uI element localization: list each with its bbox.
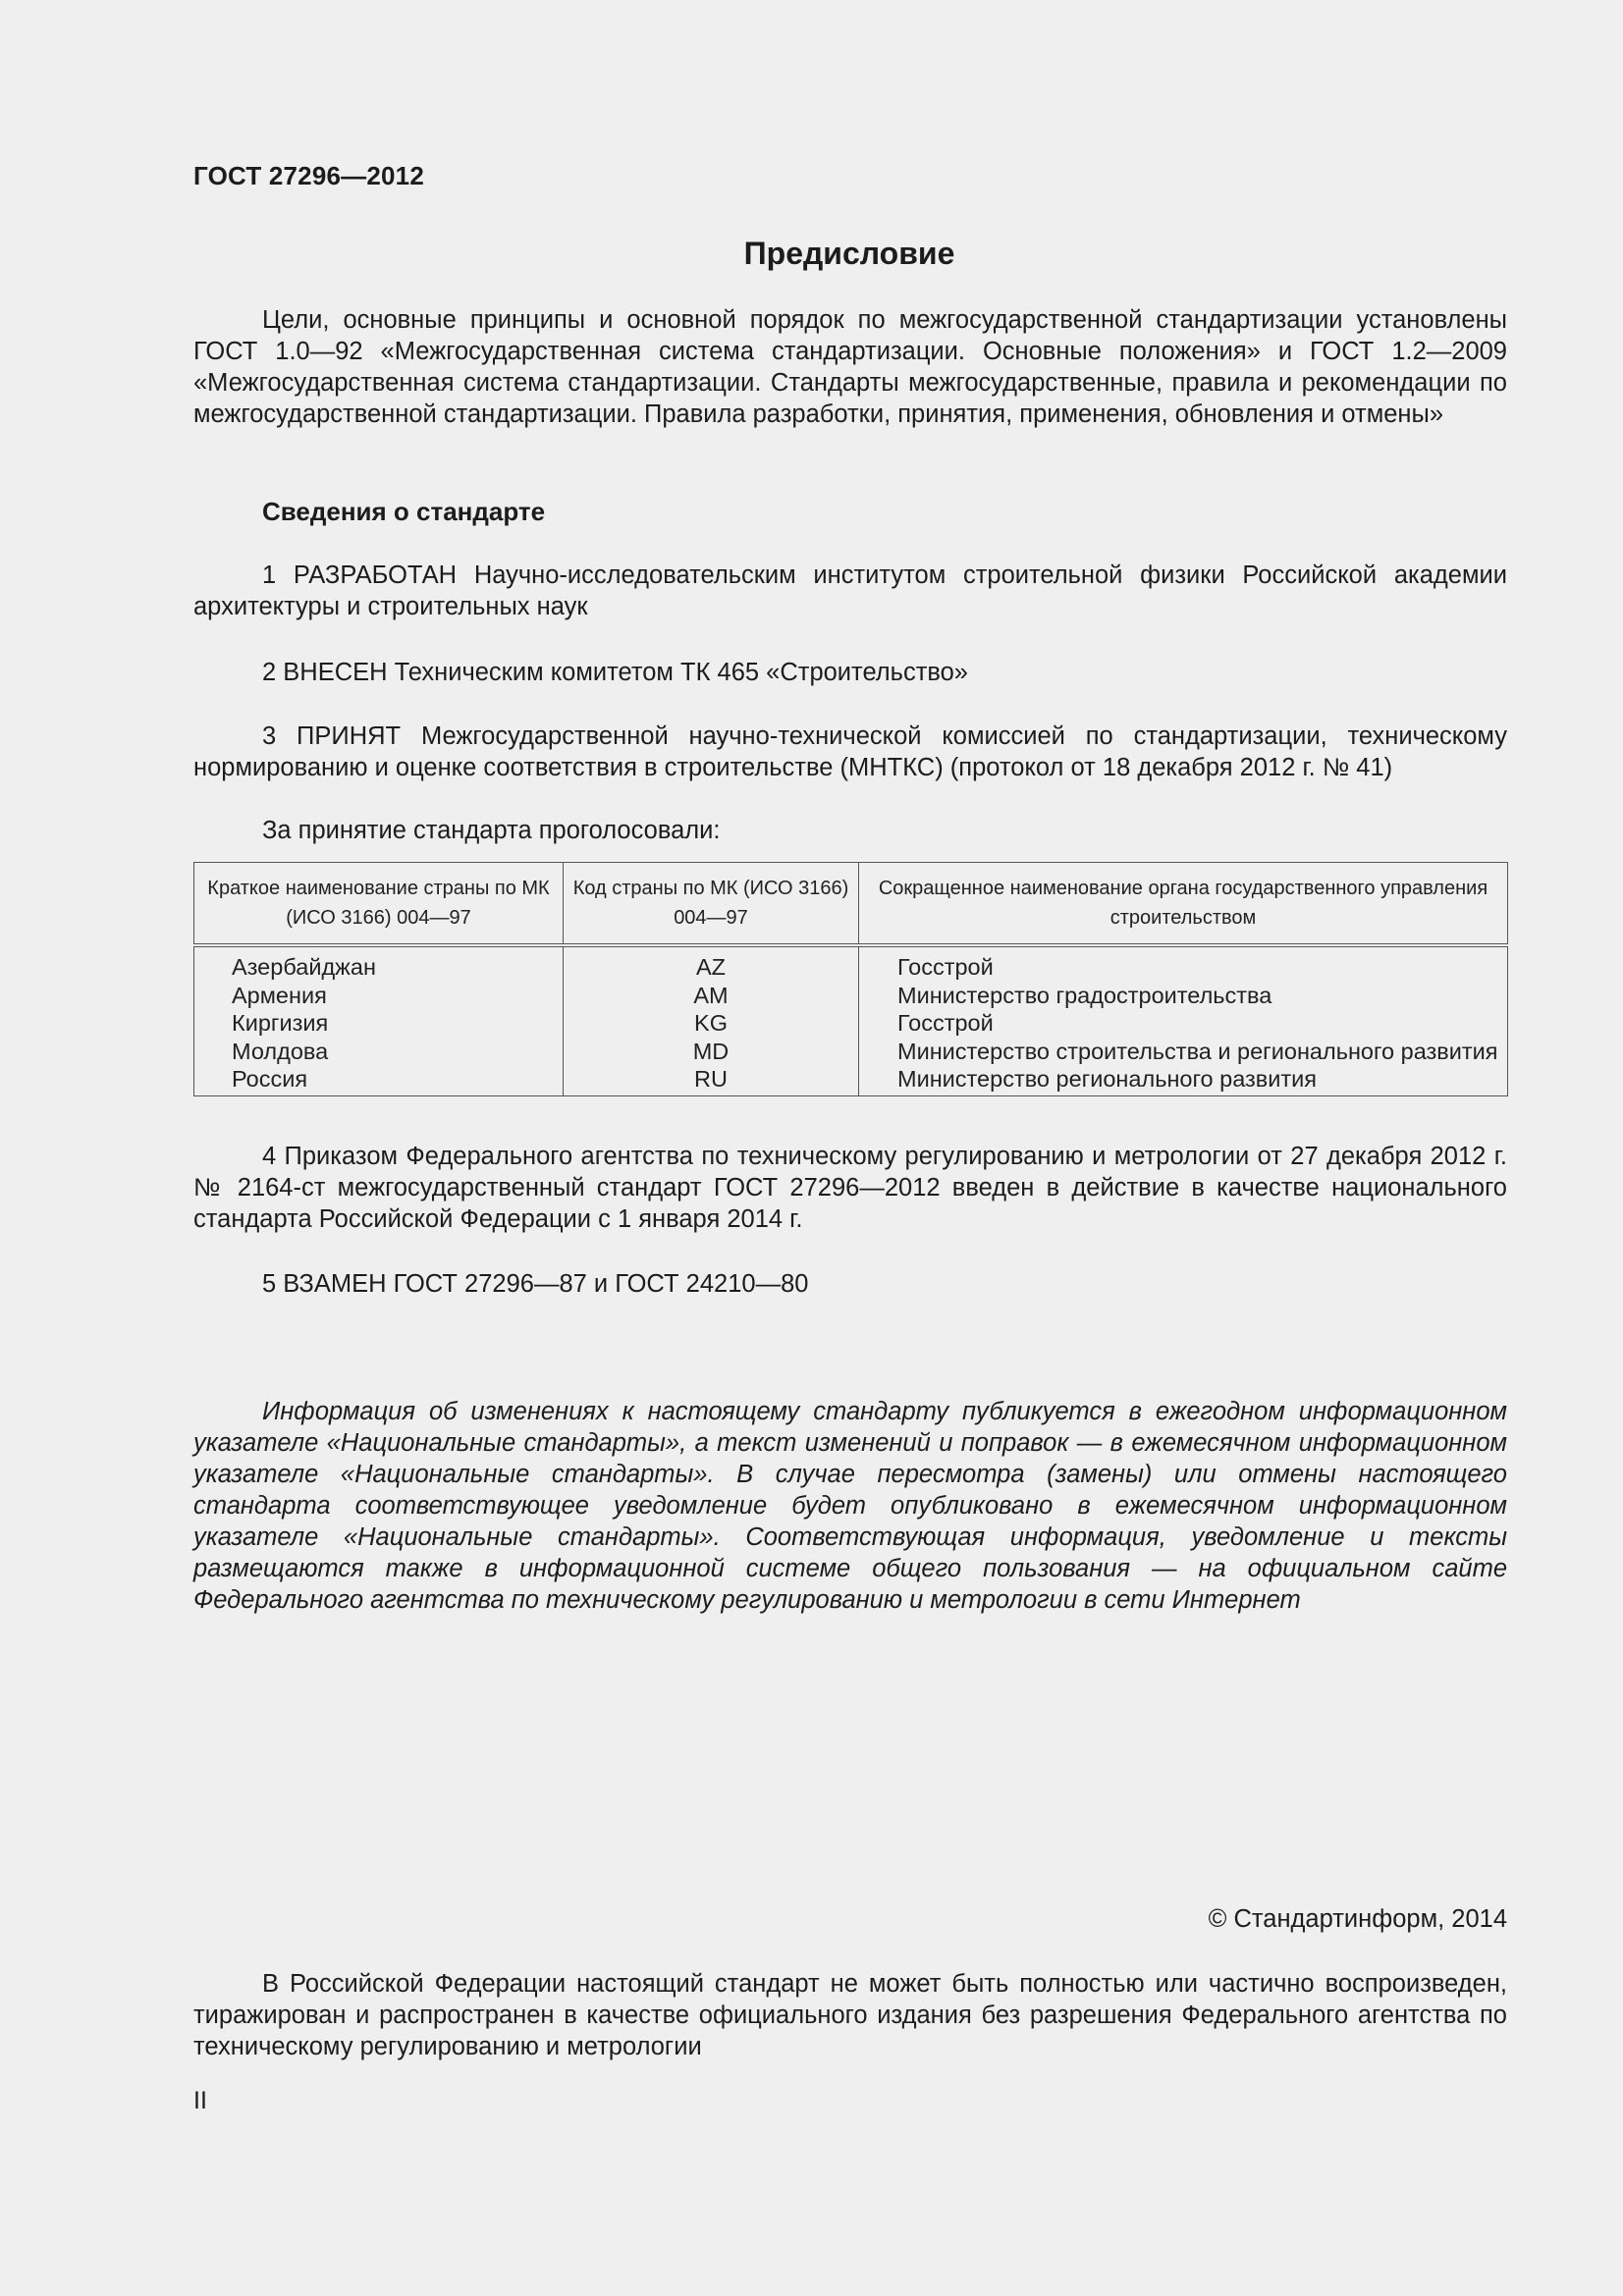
table-row	[194, 1065, 1508, 1095]
cell-code: AZ	[564, 945, 859, 982]
cell-authority: Госстрой	[859, 945, 1508, 982]
page-title: Предисловие	[743, 236, 955, 271]
cell-country: Азербайджан	[194, 945, 564, 982]
cell-country: Россия	[194, 1065, 564, 1095]
table-header-row	[194, 863, 1508, 946]
cell-authority: Министерство градостроительства	[859, 982, 1508, 1010]
cell-authority: Госстрой	[859, 1009, 1508, 1038]
cell-authority: Министерство строительства и регионального развития	[859, 1038, 1508, 1066]
cell-code: AM	[564, 982, 859, 1010]
votes-intro: За принятие стандарта проголосовали:	[262, 817, 721, 844]
cell-country: Армения	[194, 982, 564, 1010]
document-id: ГОСТ 27296—2012	[193, 161, 424, 190]
table-row	[194, 1038, 1508, 1066]
rights-notice: В Российской Федерации настоящий стандарт не может быть полностью или частично воспроизведен, тиражирован и распространен в качестве официального издания без разрешения Федерального агентства по техническому регулированию и метрологии	[193, 1970, 1507, 2060]
item-adopted: 3 ПРИНЯТ Межгосударственной научно-технической комиссией по стандартизации, техническому нормированию и оценке соответствия в строительстве (МНТКС) (протокол от 18 декабря 2012 г. № 41)	[193, 722, 1507, 781]
intro-paragraph: Цели, основные принципы и основной порядок по межгосударственной стандартизации установлены ГОСТ 1.0—92 «Межгосударственная система стандартизации. Основные положения» и ГОСТ 1.2—2009 «Межгосударственная система стандартизации. Стандарты межгосударственные, правила и рекомендации по межгосударственной стандартизации. Правила разработки, принятия, применения, обновления и отмены»	[193, 306, 1507, 428]
cell-authority: Министерство регионального развития	[859, 1065, 1508, 1095]
item-introduced: 2 ВНЕСЕН Техническим комитетом ТК 465 «Строительство»	[262, 659, 968, 686]
cell-code: KG	[564, 1009, 859, 1038]
voting-table	[193, 862, 1508, 1096]
table-row	[194, 1009, 1508, 1038]
header-code: Код страны по МК (ИСО 3166) 004—97	[564, 863, 859, 946]
header-country: Краткое наименование страны по МК (ИСО 3166) 004—97	[194, 863, 564, 946]
page-number: II	[193, 2087, 207, 2114]
item-order: 4 Приказом Федерального агентства по техническому регулированию и метрологии от 27 декабря 2012 г. № 2164-ст межгосударственный стандарт ГОСТ 27296—2012 введен в действие в качестве национального стандарта Российской Федерации с 1 января 2014 г.	[193, 1143, 1507, 1233]
item-developed: 1 РАЗРАБОТАН Научно-исследовательским институтом строительной физики Российской академии архитектуры и строительных наук	[193, 561, 1507, 620]
table-row	[194, 945, 1508, 982]
cell-country: Молдова	[194, 1038, 564, 1066]
table-row	[194, 982, 1508, 1010]
section-heading: Сведения о стандарте	[262, 497, 546, 526]
copyright-notice: © Стандартинформ, 2014	[1208, 1905, 1507, 1933]
header-authority: Сокращенное наименование органа государственного управления строительством	[859, 863, 1508, 946]
cell-country: Киргизия	[194, 1009, 564, 1038]
info-notice: Информация об изменениях к настоящему стандарту публикуется в ежегодном информационном указателе «Национальные стандарты», а текст изменений и поправок — в ежемесячном информационном указателе «Национальные стандарты». В случае пересмотра (замены) или отмены настоящего стандарта соответствующее уведомление будет опубликовано в ежемесячном информационном указателе «Национальные стандарты». Соответствующая информация, уведомление и тексты размещаются также в информационной системе общего пользования — на официальном сайте Федерального агентства по техническому регулированию и метрологии в сети Интернет	[193, 1398, 1507, 1614]
cell-code: RU	[564, 1065, 859, 1095]
item-replaced: 5 ВЗАМЕН ГОСТ 27296—87 и ГОСТ 24210—80	[262, 1270, 809, 1298]
cell-code: MD	[564, 1038, 859, 1066]
